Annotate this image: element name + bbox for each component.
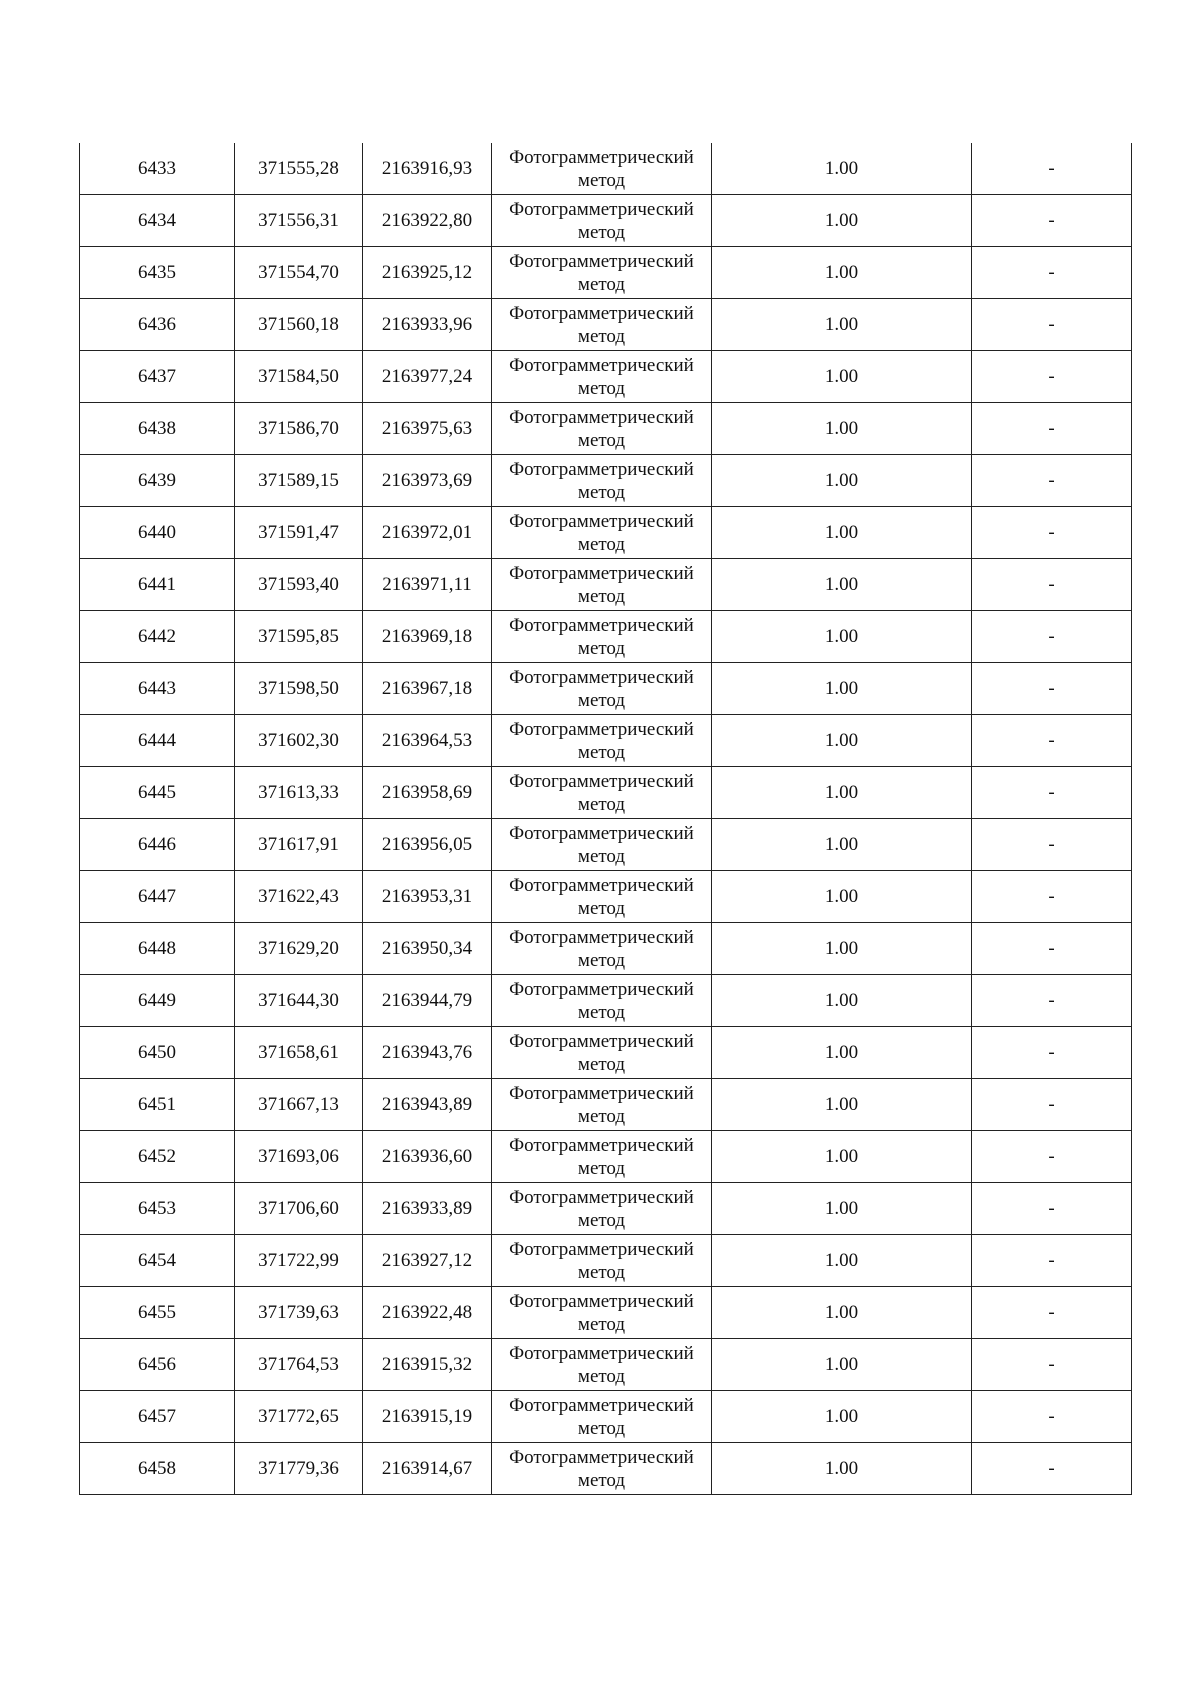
point-number-cell: 6443 [80, 663, 235, 715]
method-text: Фотограмметрический метод [509, 978, 694, 1023]
note-cell: - [972, 351, 1132, 403]
method-text: Фотограмметрический метод [509, 1342, 694, 1387]
table-row [80, 1443, 1132, 1495]
point-number-cell: 6438 [80, 403, 235, 455]
x-coordinate-cell: 371584,50 [235, 351, 363, 403]
method-text: Фотограмметрический метод [509, 770, 694, 815]
x-coordinate-cell: 371586,70 [235, 403, 363, 455]
x-coordinate-cell: 371622,43 [235, 871, 363, 923]
method-text: Фотограмметрический метод [509, 198, 694, 243]
y-coordinate-cell: 2163933,89 [363, 1183, 492, 1235]
note-cell: - [972, 1183, 1132, 1235]
table-row [80, 663, 1132, 715]
y-coordinate-cell: 2163933,96 [363, 299, 492, 351]
table-row [80, 299, 1132, 351]
method-text: Фотограмметрический метод [509, 1290, 694, 1335]
method-cell [492, 351, 712, 403]
point-number-cell: 6457 [80, 1391, 235, 1443]
accuracy-cell: 1.00 [712, 507, 972, 559]
note-cell: - [972, 403, 1132, 455]
table-row [80, 351, 1132, 403]
table-row [80, 559, 1132, 611]
method-cell [492, 1027, 712, 1079]
table-row [80, 143, 1132, 195]
x-coordinate-cell: 371617,91 [235, 819, 363, 871]
accuracy-cell: 1.00 [712, 611, 972, 663]
note-cell: - [972, 559, 1132, 611]
note-cell: - [972, 663, 1132, 715]
table-row [80, 767, 1132, 819]
method-cell [492, 923, 712, 975]
point-number-cell: 6446 [80, 819, 235, 871]
accuracy-cell: 1.00 [712, 1235, 972, 1287]
x-coordinate-cell: 371739,63 [235, 1287, 363, 1339]
method-cell [492, 1443, 712, 1495]
method-text: Фотограмметрический метод [509, 406, 694, 451]
method-text: Фотограмметрический метод [509, 614, 694, 659]
note-cell: - [972, 195, 1132, 247]
method-cell [492, 1391, 712, 1443]
point-number-cell: 6437 [80, 351, 235, 403]
method-text: Фотограмметрический метод [509, 354, 694, 399]
note-cell: - [972, 1391, 1132, 1443]
x-coordinate-cell: 371629,20 [235, 923, 363, 975]
point-number-cell: 6451 [80, 1079, 235, 1131]
y-coordinate-cell: 2163922,80 [363, 195, 492, 247]
x-coordinate-cell: 371598,50 [235, 663, 363, 715]
x-coordinate-cell: 371555,28 [235, 143, 363, 195]
note-cell: - [972, 1339, 1132, 1391]
method-text: Фотограмметрический метод [509, 302, 694, 347]
note-cell: - [972, 767, 1132, 819]
note-cell: - [972, 1027, 1132, 1079]
x-coordinate-cell: 371602,30 [235, 715, 363, 767]
point-number-cell: 6447 [80, 871, 235, 923]
point-number-cell: 6433 [80, 143, 235, 195]
method-cell [492, 195, 712, 247]
x-coordinate-cell: 371554,70 [235, 247, 363, 299]
note-cell: - [972, 611, 1132, 663]
y-coordinate-cell: 2163936,60 [363, 1131, 492, 1183]
y-coordinate-cell: 2163973,69 [363, 455, 492, 507]
table-row [80, 195, 1132, 247]
x-coordinate-cell: 371658,61 [235, 1027, 363, 1079]
method-text: Фотограмметрический метод [509, 1394, 694, 1439]
note-cell: - [972, 247, 1132, 299]
method-cell [492, 767, 712, 819]
method-text: Фотограмметрический метод [509, 1082, 694, 1127]
method-cell [492, 455, 712, 507]
note-cell: - [972, 975, 1132, 1027]
note-cell: - [972, 715, 1132, 767]
method-text: Фотограмметрический метод [509, 1446, 694, 1491]
point-number-cell: 6452 [80, 1131, 235, 1183]
y-coordinate-cell: 2163972,01 [363, 507, 492, 559]
method-cell [492, 715, 712, 767]
accuracy-cell: 1.00 [712, 715, 972, 767]
method-text: Фотограмметрический метод [509, 510, 694, 555]
x-coordinate-cell: 371613,33 [235, 767, 363, 819]
point-number-cell: 6458 [80, 1443, 235, 1495]
y-coordinate-cell: 2163977,24 [363, 351, 492, 403]
point-number-cell: 6444 [80, 715, 235, 767]
accuracy-cell: 1.00 [712, 1183, 972, 1235]
point-number-cell: 6450 [80, 1027, 235, 1079]
accuracy-cell: 1.00 [712, 455, 972, 507]
note-cell: - [972, 143, 1132, 195]
table-row [80, 247, 1132, 299]
y-coordinate-cell: 2163943,89 [363, 1079, 492, 1131]
method-cell [492, 507, 712, 559]
table-row [80, 455, 1132, 507]
point-number-cell: 6453 [80, 1183, 235, 1235]
method-cell [492, 559, 712, 611]
y-coordinate-cell: 2163922,48 [363, 1287, 492, 1339]
method-text: Фотограмметрический метод [509, 250, 694, 295]
method-text: Фотограмметрический метод [509, 926, 694, 971]
accuracy-cell: 1.00 [712, 247, 972, 299]
method-cell [492, 1131, 712, 1183]
table-row [80, 871, 1132, 923]
accuracy-cell: 1.00 [712, 1339, 972, 1391]
method-cell [492, 1235, 712, 1287]
accuracy-cell: 1.00 [712, 767, 972, 819]
y-coordinate-cell: 2163925,12 [363, 247, 492, 299]
point-number-cell: 6448 [80, 923, 235, 975]
x-coordinate-cell: 371772,65 [235, 1391, 363, 1443]
accuracy-cell: 1.00 [712, 1027, 972, 1079]
method-text: Фотограмметрический метод [509, 718, 694, 763]
y-coordinate-cell: 2163969,18 [363, 611, 492, 663]
x-coordinate-cell: 371560,18 [235, 299, 363, 351]
table-row [80, 1079, 1132, 1131]
table-row [80, 715, 1132, 767]
x-coordinate-cell: 371591,47 [235, 507, 363, 559]
method-text: Фотограмметрический метод [509, 666, 694, 711]
y-coordinate-cell: 2163975,63 [363, 403, 492, 455]
y-coordinate-cell: 2163915,19 [363, 1391, 492, 1443]
accuracy-cell: 1.00 [712, 1287, 972, 1339]
point-number-cell: 6455 [80, 1287, 235, 1339]
accuracy-cell: 1.00 [712, 1079, 972, 1131]
method-cell [492, 299, 712, 351]
y-coordinate-cell: 2163950,34 [363, 923, 492, 975]
note-cell: - [972, 923, 1132, 975]
table-row [80, 1183, 1132, 1235]
x-coordinate-cell: 371722,99 [235, 1235, 363, 1287]
note-cell: - [972, 1443, 1132, 1495]
accuracy-cell: 1.00 [712, 663, 972, 715]
accuracy-cell: 1.00 [712, 1443, 972, 1495]
table-row [80, 1287, 1132, 1339]
x-coordinate-cell: 371595,85 [235, 611, 363, 663]
note-cell: - [972, 1287, 1132, 1339]
method-cell [492, 403, 712, 455]
note-cell: - [972, 871, 1132, 923]
accuracy-cell: 1.00 [712, 195, 972, 247]
accuracy-cell: 1.00 [712, 1391, 972, 1443]
y-coordinate-cell: 2163927,12 [363, 1235, 492, 1287]
y-coordinate-cell: 2163956,05 [363, 819, 492, 871]
x-coordinate-cell: 371589,15 [235, 455, 363, 507]
x-coordinate-cell: 371706,60 [235, 1183, 363, 1235]
point-number-cell: 6454 [80, 1235, 235, 1287]
method-cell [492, 1079, 712, 1131]
point-number-cell: 6434 [80, 195, 235, 247]
note-cell: - [972, 1079, 1132, 1131]
y-coordinate-cell: 2163967,18 [363, 663, 492, 715]
x-coordinate-cell: 371644,30 [235, 975, 363, 1027]
point-number-cell: 6441 [80, 559, 235, 611]
x-coordinate-cell: 371693,06 [235, 1131, 363, 1183]
method-text: Фотограмметрический метод [509, 822, 694, 867]
accuracy-cell: 1.00 [712, 559, 972, 611]
coordinates-table [79, 143, 1132, 1495]
point-number-cell: 6445 [80, 767, 235, 819]
point-number-cell: 6439 [80, 455, 235, 507]
accuracy-cell: 1.00 [712, 975, 972, 1027]
method-text: Фотограмметрический метод [509, 1186, 694, 1231]
method-text: Фотограмметрический метод [509, 1238, 694, 1283]
y-coordinate-cell: 2163916,93 [363, 143, 492, 195]
table-row [80, 507, 1132, 559]
accuracy-cell: 1.00 [712, 923, 972, 975]
accuracy-cell: 1.00 [712, 403, 972, 455]
point-number-cell: 6456 [80, 1339, 235, 1391]
y-coordinate-cell: 2163964,53 [363, 715, 492, 767]
method-cell [492, 975, 712, 1027]
y-coordinate-cell: 2163953,31 [363, 871, 492, 923]
accuracy-cell: 1.00 [712, 871, 972, 923]
table-row [80, 1027, 1132, 1079]
note-cell: - [972, 507, 1132, 559]
x-coordinate-cell: 371779,36 [235, 1443, 363, 1495]
method-cell [492, 143, 712, 195]
method-cell [492, 247, 712, 299]
accuracy-cell: 1.00 [712, 351, 972, 403]
accuracy-cell: 1.00 [712, 819, 972, 871]
method-cell [492, 1183, 712, 1235]
method-text: Фотограмметрический метод [509, 1134, 694, 1179]
note-cell: - [972, 455, 1132, 507]
table-row [80, 1339, 1132, 1391]
note-cell: - [972, 299, 1132, 351]
method-text: Фотограмметрический метод [509, 1030, 694, 1075]
note-cell: - [972, 1235, 1132, 1287]
method-text: Фотограмметрический метод [509, 146, 694, 191]
accuracy-cell: 1.00 [712, 299, 972, 351]
method-text: Фотограмметрический метод [509, 874, 694, 919]
point-number-cell: 6435 [80, 247, 235, 299]
method-cell [492, 611, 712, 663]
y-coordinate-cell: 2163971,11 [363, 559, 492, 611]
coordinates-table-body [80, 143, 1132, 1495]
table-row [80, 819, 1132, 871]
point-number-cell: 6449 [80, 975, 235, 1027]
table-row [80, 1235, 1132, 1287]
table-row [80, 611, 1132, 663]
x-coordinate-cell: 371764,53 [235, 1339, 363, 1391]
point-number-cell: 6436 [80, 299, 235, 351]
accuracy-cell: 1.00 [712, 143, 972, 195]
method-cell [492, 1287, 712, 1339]
table-row [80, 975, 1132, 1027]
method-text: Фотограмметрический метод [509, 458, 694, 503]
y-coordinate-cell: 2163944,79 [363, 975, 492, 1027]
table-row [80, 403, 1132, 455]
x-coordinate-cell: 371667,13 [235, 1079, 363, 1131]
method-text: Фотограмметрический метод [509, 562, 694, 607]
y-coordinate-cell: 2163915,32 [363, 1339, 492, 1391]
x-coordinate-cell: 371556,31 [235, 195, 363, 247]
method-cell [492, 1339, 712, 1391]
y-coordinate-cell: 2163943,76 [363, 1027, 492, 1079]
table-row [80, 1391, 1132, 1443]
point-number-cell: 6442 [80, 611, 235, 663]
x-coordinate-cell: 371593,40 [235, 559, 363, 611]
y-coordinate-cell: 2163958,69 [363, 767, 492, 819]
method-cell [492, 871, 712, 923]
accuracy-cell: 1.00 [712, 1131, 972, 1183]
method-cell [492, 663, 712, 715]
table-row [80, 923, 1132, 975]
y-coordinate-cell: 2163914,67 [363, 1443, 492, 1495]
method-cell [492, 819, 712, 871]
point-number-cell: 6440 [80, 507, 235, 559]
note-cell: - [972, 819, 1132, 871]
table-row [80, 1131, 1132, 1183]
note-cell: - [972, 1131, 1132, 1183]
